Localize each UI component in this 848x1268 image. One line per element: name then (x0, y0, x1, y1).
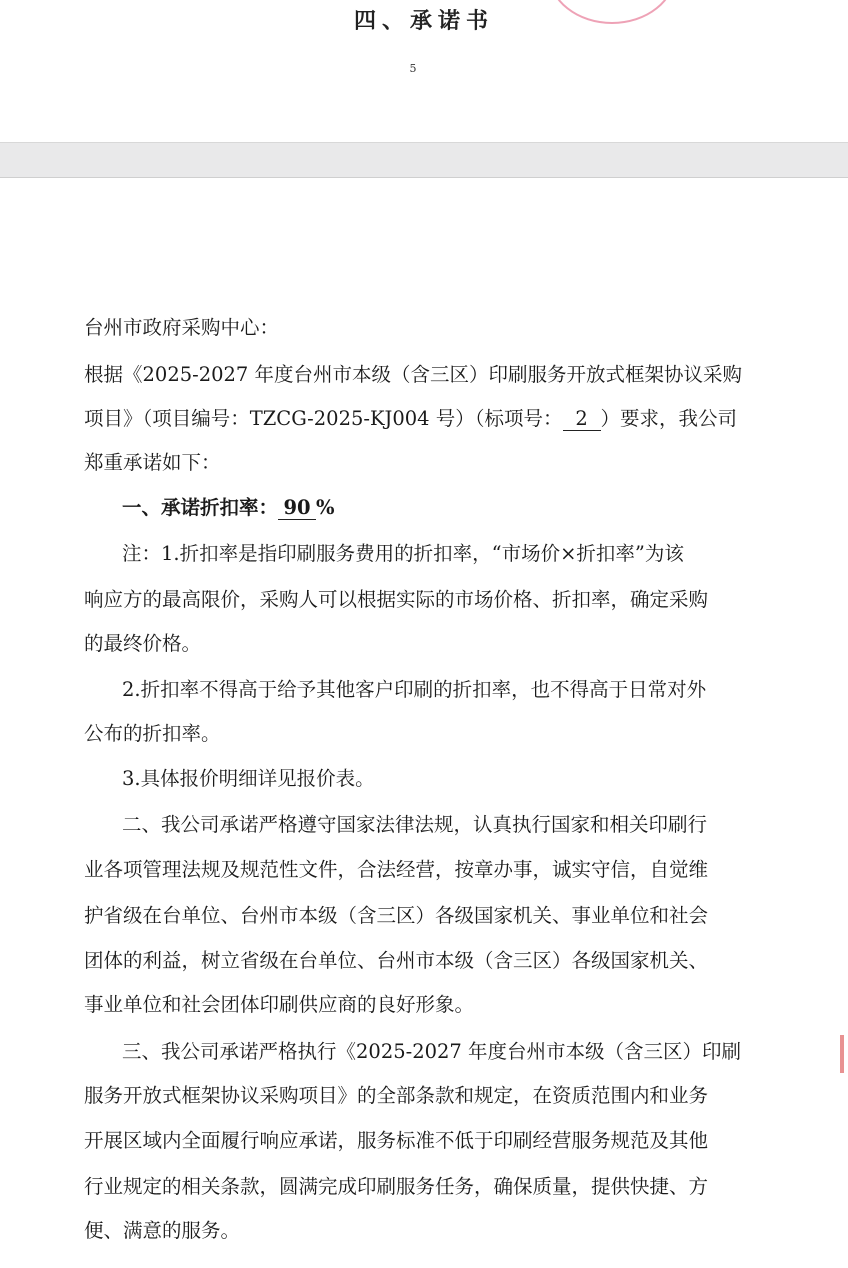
note-line-5: 公布的折扣率。 (84, 722, 221, 745)
intro-line-2-text: 项目》（项目编号：TZCG-2025-KJ004 号）（标项号： (84, 407, 563, 430)
section-three-line-4: 行业规定的相关条款，圆满完成印刷服务任务，确保质量，提供快捷、方 (84, 1175, 709, 1198)
section-three-line-3: 开展区域内全面履行响应承诺，服务标准不低于印刷经营服务规范及其他 (84, 1129, 709, 1152)
intro-line-2-tail: ）要求，我公司 (600, 407, 738, 430)
page-heading: 四、承诺书 (353, 8, 494, 34)
intro-line-2 (84, 396, 764, 442)
addressee: 台州市政府采购中心： (84, 316, 280, 339)
bid-lot-number: 2 (563, 408, 601, 431)
section-two-line-3: 护省级在台单位、台州市本级（含三区）各级国家机关、事业单位和社会 (84, 904, 709, 927)
discount-unit: % (316, 496, 335, 519)
discount-label: 一、承诺折扣率： (122, 496, 279, 519)
intro-line-3: 郑重承诺如下： (84, 451, 221, 474)
section-two-line-1: 二、我公司承诺严格遵守国家法律法规，认真执行国家和相关印刷行 (122, 813, 708, 836)
note-line-6: 3.具体报价明细详见报价表。 (122, 767, 375, 790)
page-separator (0, 143, 848, 178)
discount-commitment (122, 485, 802, 531)
note-line-2: 响应方的最高限价，采购人可以根据实际的市场价格、折扣率，确定采购 (84, 588, 709, 611)
intro-line-1: 根据《2025-2027 年度台州市本级（含三区）印刷服务开放式框架协议采购 (84, 363, 743, 386)
note-line-3: 的最终价格。 (84, 632, 202, 655)
discount-rate-value: 90 (278, 497, 316, 520)
note-line-1: 注：1.折扣率是指印刷服务费用的折扣率，“市场价×折扣率”为该 (122, 542, 684, 565)
section-three-line-1: 三、我公司承诺严格执行《2025-2027 年度台州市本级（含三区）印刷 (122, 1040, 742, 1063)
section-three-line-5: 便、满意的服务。 (84, 1219, 241, 1242)
page-number: 5 (409, 62, 417, 75)
previous-page-bottom (0, 0, 848, 143)
note-line-4: 2.折扣率不得高于给予其他客户印刷的折扣率，也不得高于日常对外 (122, 678, 707, 701)
section-two-line-2: 业各项管理法规及规范性文件，合法经营，按章办事，诚实守信，自觉维 (84, 858, 709, 881)
section-two-line-5: 事业单位和社会团体印刷供应商的良好形象。 (84, 993, 475, 1016)
section-three-line-2: 服务开放式框架协议采购项目》的全部条款和规定，在资质范围内和业务 (84, 1084, 709, 1107)
section-two-line-4: 团体的利益，树立省级在台单位、台州市本级（含三区）各级国家机关、 (84, 949, 709, 972)
seal-edge-mark (840, 1035, 844, 1073)
